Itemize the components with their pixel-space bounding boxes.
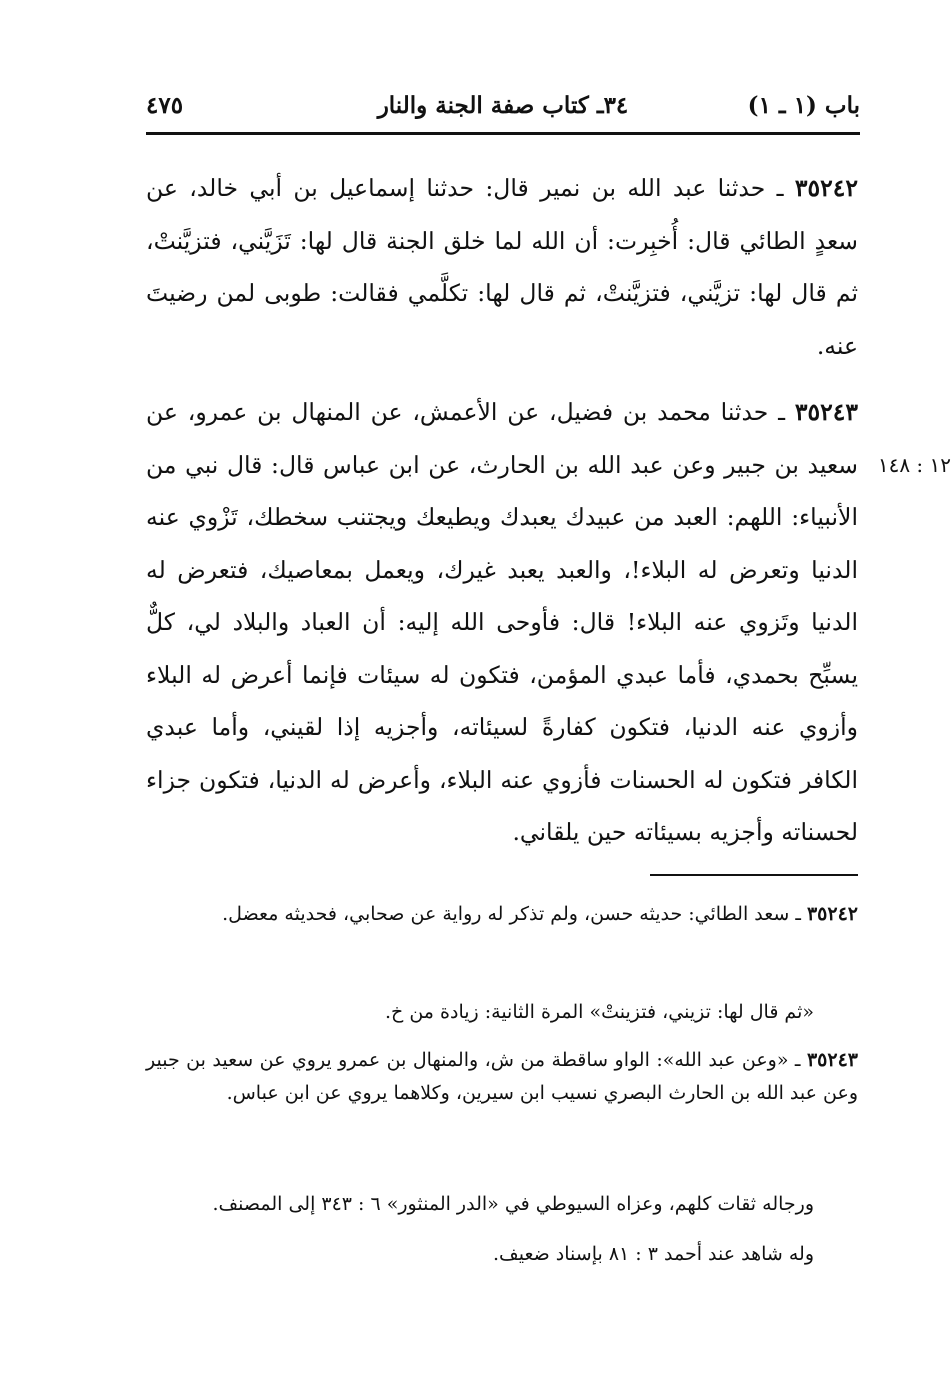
hadith-number: ٣٥٢٤٢ (794, 174, 858, 202)
page-number: ٤٧٥ (146, 92, 184, 119)
hadith-number: ٣٥٢٤٣ (794, 398, 858, 426)
footnote-number: ٣٥٢٤٣ (806, 1049, 858, 1071)
footnote (146, 898, 858, 931)
footnote (146, 1044, 858, 1110)
footnote-text: ـ «وعن عبد الله»: الواو ساقطة من ش، والمنهال بن عمرو يروي عن سعيد بن جبير وعن عبد الله بن الحارث البصري نسيب ابن سيرين، وكلاهما يروي عن ابن عباس. (146, 1049, 858, 1104)
hadith-text: ـ حدثنا محمد بن فضيل، عن الأعمش، عن المنهال بن عمرو، عن سعيد بن جبير وعن عبد الله بن الحارث، عن ابن عباس قال: قال نبي من الأنبياء: اللهم: العبد من عبيدك يعبدك ويطيعك ويجتنب سخطك، تَزْوي عنه الدنيا وتعرض له البلاء!، والعبد يعبد غيرك، ويعمل بمعاصيك، فتعرض له الدنيا وتَزوي عنه البلاء! قال: فأوحى الله إليه: أن العباد والبلاد لي، كلٌّ يسبِّح بحمدي، فأما عبدي المؤمن، فتكون له سيئات فإنما أعرض له البلاء وأزوي عنه الدنيا، فتكون كفارةً لسيئاته، وأجزيه إذا لقيني، وأما عبدي الكافر فتكون له الحسنات فأزوي عنه البلاء، وأعرض له الدنيا، فتكون جزاء لحسناته وأجزيه بسيئاته حين يلقاني. (146, 398, 858, 846)
hadith-text: ـ حدثنا عبد الله بن نمير قال: حدثنا إسماعيل بن أبي خالد، عن سعدٍ الطائي قال: أُخبِرت: أن الله لما خلق الجنة قال لها: تَزَيَّني، فتزيَّنتْ، ثم قال لها: تزيَّني، فتزيَّنتْ، ثم قال لها: تكلَّمي فقالت: طوبى لمن رضيتَ عنه. (146, 174, 858, 360)
margin-reference: ١٢ : ١٤٨ (877, 453, 951, 477)
running-header (146, 88, 860, 132)
footnote: وله شاهد عند أحمد ٣ : ٨١ بإسناد ضعيف. (493, 1243, 814, 1265)
footnote-number: ٣٥٢٤٢ (806, 903, 858, 925)
chapter-label: باب (١ ـ ١) (747, 92, 860, 119)
hadith-paragraph (146, 162, 858, 372)
footnote-text: ـ سعد الطائي: حديثه حسن، ولم تذكر له رواية عن صحابي، فحديثه معضل. (222, 903, 807, 925)
header-rule (146, 132, 860, 135)
footnote: «ثم قال لها: تزيني، فتزينتْ» المرة الثانية: زيادة من خ. (385, 1001, 814, 1023)
footnote: ورجاله ثقات كلهم، وعزاه السيوطي في «الدر المنثور» ٦ : ٣٤٣ إلى المصنف. (212, 1193, 814, 1215)
footnote-separator (650, 874, 858, 876)
hadith-paragraph (146, 386, 858, 859)
book-title: ٣٤ـ كتاب صفة الجنة والنار (377, 92, 629, 119)
